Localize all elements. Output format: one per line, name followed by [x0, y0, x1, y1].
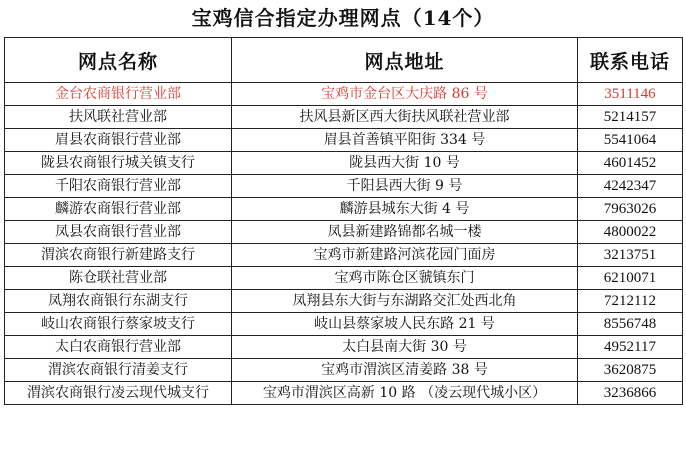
table-row — [5, 290, 683, 313]
branch-address-cell: 宝鸡市渭滨区高新 10 路 （凌云现代城小区） — [232, 382, 578, 405]
branch-address-cell: 千阳县西大街 9 号 — [232, 175, 578, 198]
table-row — [5, 382, 683, 405]
table-row — [5, 221, 683, 244]
branch-address-cell: 太白县南大街 30 号 — [232, 336, 578, 359]
branch-address-cell: 宝鸡市新建路河滨花园门面房 — [232, 244, 578, 267]
table-row — [5, 106, 683, 129]
branch-name-cell: 渭滨农商银行清姜支行 — [5, 359, 232, 382]
branch-address-cell: 宝鸡市渭滨区清姜路 38 号 — [232, 359, 578, 382]
branch-phone-cell: 5214157 — [578, 106, 683, 129]
column-header-phone: 联系电话 — [578, 38, 683, 83]
branch-phone-cell: 5541064 — [578, 129, 683, 152]
branch-name-cell: 扶风联社营业部 — [5, 106, 232, 129]
branch-phone-cell: 4242347 — [578, 175, 683, 198]
branch-name-cell: 渭滨农商银行凌云现代城支行 — [5, 382, 232, 405]
branch-phone-cell: 7212112 — [578, 290, 683, 313]
column-header-address: 网点地址 — [232, 38, 578, 83]
branch-phone-cell: 6210071 — [578, 267, 683, 290]
branch-phone-cell: 4601452 — [578, 152, 683, 175]
branch-address-cell: 陇县西大街 10 号 — [232, 152, 578, 175]
branch-name-cell: 凤翔农商银行东湖支行 — [5, 290, 232, 313]
table-header-row — [5, 38, 683, 83]
branch-phone-cell: 4800022 — [578, 221, 683, 244]
branch-phone-cell: 7963026 — [578, 198, 683, 221]
branch-address-cell: 凤县新建路锦都名城一楼 — [232, 221, 578, 244]
branch-phone-cell: 3213751 — [578, 244, 683, 267]
table-row — [5, 152, 683, 175]
branch-address-cell: 扶风县新区西大街扶风联社营业部 — [232, 106, 578, 129]
branch-phone-cell: 3511146 — [578, 83, 683, 106]
table-row — [5, 198, 683, 221]
branch-address-cell: 麟游县城东大街 4 号 — [232, 198, 578, 221]
table-row — [5, 175, 683, 198]
table-row — [5, 313, 683, 336]
branch-address-cell: 凤翔县东大街与东湖路交汇处西北角 — [232, 290, 578, 313]
branch-table — [4, 37, 683, 405]
branch-phone-cell: 4952117 — [578, 336, 683, 359]
table-row — [5, 83, 683, 106]
branch-name-cell: 凤县农商银行营业部 — [5, 221, 232, 244]
branch-name-cell: 岐山农商银行蔡家坡支行 — [5, 313, 232, 336]
table-row — [5, 129, 683, 152]
table-row — [5, 359, 683, 382]
column-header-name: 网点名称 — [5, 38, 232, 83]
branch-name-cell: 渭滨农商银行新建路支行 — [5, 244, 232, 267]
table-row — [5, 336, 683, 359]
branch-name-cell: 陇县农商银行城关镇支行 — [5, 152, 232, 175]
branch-address-cell: 岐山县蔡家坡人民东路 21 号 — [232, 313, 578, 336]
branch-name-cell: 太白农商银行营业部 — [5, 336, 232, 359]
branch-address-cell: 宝鸡市陈仓区虢镇东门 — [232, 267, 578, 290]
branch-name-cell: 千阳农商银行营业部 — [5, 175, 232, 198]
branch-phone-cell: 3236866 — [578, 382, 683, 405]
page-title: 宝鸡信合指定办理网点（14个） — [191, 6, 495, 30]
branch-name-cell: 陈仓联社营业部 — [5, 267, 232, 290]
branch-name-cell: 金台农商银行营业部 — [5, 83, 232, 106]
branch-phone-cell: 3620875 — [578, 359, 683, 382]
branch-name-cell: 眉县农商银行营业部 — [5, 129, 232, 152]
branch-name-cell: 麟游农商银行营业部 — [5, 198, 232, 221]
branch-phone-cell: 8556748 — [578, 313, 683, 336]
table-row — [5, 244, 683, 267]
branch-address-cell: 眉县首善镇平阳街 334 号 — [232, 129, 578, 152]
table-row — [5, 267, 683, 290]
branch-address-cell: 宝鸡市金台区大庆路 86 号 — [232, 83, 578, 106]
